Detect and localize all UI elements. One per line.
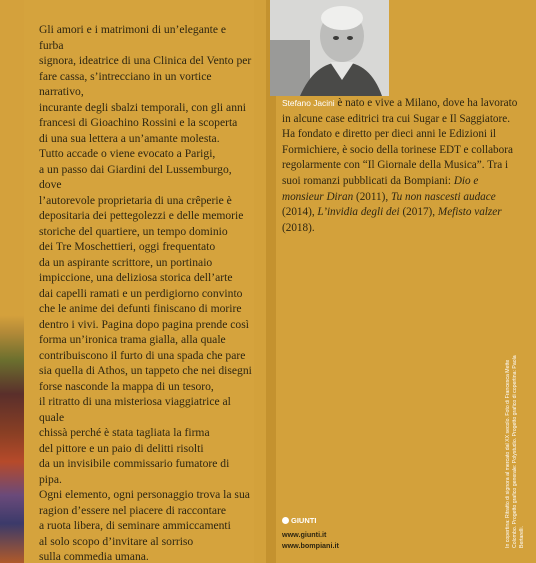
author-portrait-image [270, 0, 389, 96]
cover-art-strip [0, 0, 24, 563]
giunti-url: www.giunti.it [282, 530, 327, 539]
back-cover-left-panel [0, 0, 254, 563]
giunti-logo-icon [282, 517, 289, 524]
author-name: Stefano Jacini [282, 98, 335, 108]
book-title-2: Tu non nascesti audace [390, 190, 496, 203]
book-title-4: Mefisto valzer [437, 206, 502, 219]
bio-text-1: è nato e vive a Milano, dove ha lavorato in alcune case editrici tra cui Sugar e Il Saggiatore. Ha fondato e diretto per dieci anni le Edizioni il Formichiere, è socio della torinese EDT e collabora regolarmente con “Il Giornale della Musica”. Tra i suoi romanzi pubblicati da Bompiani: [282, 97, 518, 187]
book-title-3: L’invidia degli dei [317, 206, 400, 219]
book-year-4: (2018). [282, 221, 315, 234]
book-year-2: (2014), [282, 206, 318, 219]
book-title-1: Dio e monsieur Diran [282, 174, 479, 203]
book-year-1: (2011), [353, 190, 391, 203]
author-photo [270, 0, 389, 96]
bompiani-url: www.bompiani.it [282, 541, 339, 550]
cover-credits: In copertina: Ritratto di signora al mercato dal XX secolo. Foto di Francesca Mette Colombo. Progetto grafico generale: Polystudio. Progetto grafico di copertina: Paola Bertarelli. [505, 355, 525, 548]
synopsis-text: Gli amori e i matrimoni di un’elegante e furba signora, ideatrice di una Clinica del Vento per fare cassa, s’intrecciano in un vortice narrativo, incurante degli sbalzi temporali, con gli anni francesi di Gioachino Rossini e la scoperta di una sua lettera a un’amante molesta. Tutto accade o viene evocato a Parigi, a un passo dai Giardini del Lussemburgo, dove l’autorevole proprietaria di una crêperie è depositaria dei pettegolezzi e delle memorie storiche del quartiere, un tempo dominio dei Tre Moschettieri, oggi frequentato da un aspirante scrittore, un portinaio impiccione, una deliziosa storica dell’arte dai capelli ramati e un perdigiorno convinto che le anime dei defunti finiscano di morire dentro i vivi. Pagina dopo pagina prende così forma un’ironica trama gialla, alla quale contribuiscono il furto di una spada che pare sia quella di Athos, un tappeto che nei disegni forse nasconde la mappa di un tesoro, il ritratto di una misteriosa viaggiatrice al quale chissà perché è stata tagliata la firma del pittore e un paio di delitti risolti da un invisibile commissario fumatore di pipa. Ogni elemento, ogni personaggio trova la sua ragion d’essere nel piacere di raccontare a ruota libera, di seminare ammiccamenti al solo scopo d’invitare al sorriso sulla commedia umana. [39, 23, 252, 563]
book-year-3: (2017), [399, 206, 438, 219]
author-bio [282, 96, 520, 236]
giunti-logo-text: GIUNTI [291, 516, 317, 525]
giunti-logo [282, 516, 316, 525]
